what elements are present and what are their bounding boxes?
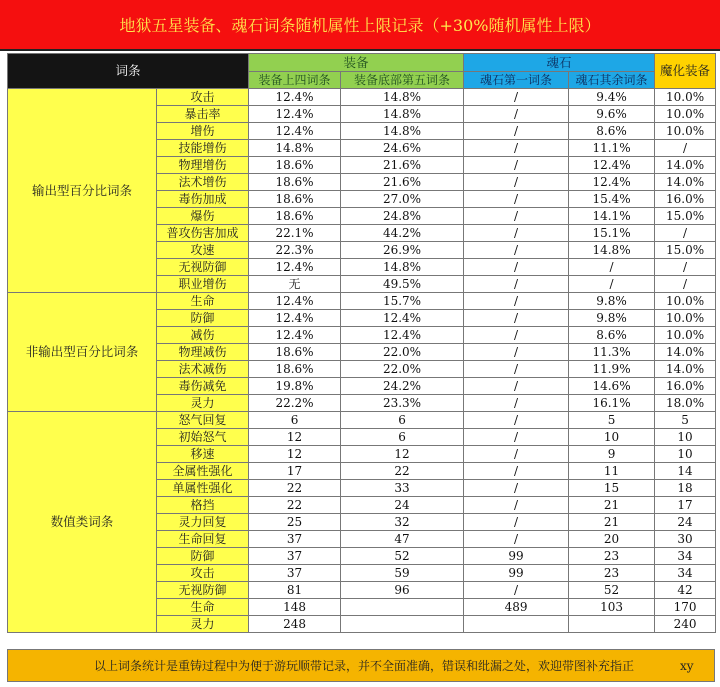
affix-label: 毒伤加成 (157, 191, 249, 208)
affix-label: 技能增伤 (157, 140, 249, 157)
header-row-main (8, 54, 716, 72)
value-soul-rest: 21 (569, 514, 655, 531)
value-equip-bottom5: 21.6% (341, 157, 464, 174)
value-equip-bottom5: 14.8% (341, 259, 464, 276)
value-magic: 15.0% (655, 208, 716, 225)
category-cell: 非输出型百分比词条 (8, 293, 157, 412)
value-soul-first: / (464, 157, 569, 174)
header-magic: 魔化装备 (655, 54, 716, 89)
value-soul-rest: 15.1% (569, 225, 655, 242)
affix-label: 灵力回复 (157, 514, 249, 531)
value-soul-rest: 14.6% (569, 378, 655, 395)
affix-label: 灵力 (157, 616, 249, 633)
value-soul-first: 489 (464, 599, 569, 616)
value-equip-top4: 14.8% (249, 140, 341, 157)
header-equip: 装备 (249, 54, 464, 72)
value-equip-bottom5: 14.8% (341, 89, 464, 106)
affix-label: 单属性强化 (157, 480, 249, 497)
affix-label: 法术增伤 (157, 174, 249, 191)
value-equip-bottom5: 14.8% (341, 106, 464, 123)
value-magic: 30 (655, 531, 716, 548)
value-magic: 16.0% (655, 378, 716, 395)
value-magic: 24 (655, 514, 716, 531)
value-magic: 10.0% (655, 106, 716, 123)
affix-label: 初始怒气 (157, 429, 249, 446)
value-soul-rest: / (569, 259, 655, 276)
value-soul-first: / (464, 514, 569, 531)
category-cell: 数值类词条 (8, 412, 157, 633)
value-equip-top4: 12.4% (249, 310, 341, 327)
value-equip-top4: 18.6% (249, 344, 341, 361)
value-soul-first (464, 616, 569, 633)
value-soul-first: / (464, 106, 569, 123)
value-equip-top4: 18.6% (249, 174, 341, 191)
value-equip-top4: 12.4% (249, 327, 341, 344)
header-soul-first: 魂石第一词条 (464, 72, 569, 89)
value-equip-bottom5: 96 (341, 582, 464, 599)
value-equip-top4: 12 (249, 429, 341, 446)
affix-label: 生命回复 (157, 531, 249, 548)
value-equip-top4: 12.4% (249, 259, 341, 276)
value-soul-first: / (464, 293, 569, 310)
value-soul-first: / (464, 123, 569, 140)
value-soul-first: 99 (464, 548, 569, 565)
value-soul-first: / (464, 497, 569, 514)
value-equip-top4: 22.2% (249, 395, 341, 412)
value-equip-bottom5: 12.4% (341, 327, 464, 344)
affix-label: 全属性强化 (157, 463, 249, 480)
value-soul-rest: 103 (569, 599, 655, 616)
value-equip-bottom5: 22.0% (341, 361, 464, 378)
value-soul-rest: 8.6% (569, 123, 655, 140)
value-soul-rest: 11 (569, 463, 655, 480)
value-equip-bottom5: 44.2% (341, 225, 464, 242)
value-soul-rest: / (569, 276, 655, 293)
value-equip-bottom5: 24.6% (341, 140, 464, 157)
value-magic: 240 (655, 616, 716, 633)
value-soul-first: / (464, 446, 569, 463)
value-soul-rest: 14.8% (569, 242, 655, 259)
value-equip-top4: 22.3% (249, 242, 341, 259)
affix-label: 毒伤减免 (157, 378, 249, 395)
value-equip-bottom5: 14.8% (341, 123, 464, 140)
value-magic: 14 (655, 463, 716, 480)
value-magic: / (655, 276, 716, 293)
value-equip-top4: 12.4% (249, 123, 341, 140)
value-soul-first: / (464, 327, 569, 344)
value-magic: 5 (655, 412, 716, 429)
header-soul-rest: 魂石其余词条 (569, 72, 655, 89)
value-soul-rest: 10 (569, 429, 655, 446)
affix-label: 增伤 (157, 123, 249, 140)
value-soul-rest: 11.1% (569, 140, 655, 157)
affix-label: 无视防御 (157, 259, 249, 276)
value-equip-top4: 12.4% (249, 293, 341, 310)
affix-label: 物理减伤 (157, 344, 249, 361)
value-magic: 14.0% (655, 157, 716, 174)
value-soul-first: / (464, 531, 569, 548)
value-equip-bottom5: 59 (341, 565, 464, 582)
value-magic: 34 (655, 565, 716, 582)
value-equip-top4: 12.4% (249, 89, 341, 106)
affix-table (7, 53, 716, 633)
affix-label: 普攻伤害加成 (157, 225, 249, 242)
value-soul-first: / (464, 412, 569, 429)
value-equip-bottom5: 24.8% (341, 208, 464, 225)
value-equip-top4: 22 (249, 497, 341, 514)
value-magic: 14.0% (655, 361, 716, 378)
value-equip-top4: 148 (249, 599, 341, 616)
value-soul-first: / (464, 463, 569, 480)
value-magic: 18.0% (655, 395, 716, 412)
value-soul-first: / (464, 242, 569, 259)
value-equip-top4: 18.6% (249, 157, 341, 174)
category-cell: 输出型百分比词条 (8, 89, 157, 293)
value-magic: 34 (655, 548, 716, 565)
value-soul-first: / (464, 89, 569, 106)
value-soul-rest: 21 (569, 497, 655, 514)
header-equip-bottom5: 装备底部第五词条 (341, 72, 464, 89)
value-equip-top4: 248 (249, 616, 341, 633)
table-body (8, 89, 716, 633)
value-soul-rest: 9.4% (569, 89, 655, 106)
value-soul-rest: 9.8% (569, 293, 655, 310)
value-equip-bottom5: 6 (341, 412, 464, 429)
value-equip-bottom5: 52 (341, 548, 464, 565)
value-soul-first: / (464, 395, 569, 412)
value-equip-bottom5: 24 (341, 497, 464, 514)
affix-label: 暴击率 (157, 106, 249, 123)
value-equip-bottom5: 24.2% (341, 378, 464, 395)
value-magic: 10.0% (655, 327, 716, 344)
affix-label: 移速 (157, 446, 249, 463)
affix-label: 防御 (157, 548, 249, 565)
value-soul-rest: 20 (569, 531, 655, 548)
value-equip-top4: 22.1% (249, 225, 341, 242)
value-equip-top4: 22 (249, 480, 341, 497)
value-equip-bottom5: 22 (341, 463, 464, 480)
value-equip-bottom5: 12.4% (341, 310, 464, 327)
table-row (8, 293, 716, 310)
value-equip-top4: 6 (249, 412, 341, 429)
value-equip-bottom5: 22.0% (341, 344, 464, 361)
value-equip-bottom5: 47 (341, 531, 464, 548)
value-soul-first: / (464, 429, 569, 446)
affix-label: 职业增伤 (157, 276, 249, 293)
affix-label: 攻击 (157, 565, 249, 582)
value-equip-top4: 无 (249, 276, 341, 293)
value-magic: 18 (655, 480, 716, 497)
value-soul-rest (569, 616, 655, 633)
affix-label: 爆伤 (157, 208, 249, 225)
value-equip-top4: 12.4% (249, 106, 341, 123)
value-soul-rest: 14.1% (569, 208, 655, 225)
value-equip-top4: 18.6% (249, 208, 341, 225)
value-soul-rest: 12.4% (569, 157, 655, 174)
value-equip-bottom5: 32 (341, 514, 464, 531)
value-equip-top4: 17 (249, 463, 341, 480)
value-magic: 14.0% (655, 344, 716, 361)
value-soul-first: / (464, 480, 569, 497)
table-row (8, 412, 716, 429)
value-magic: 15.0% (655, 242, 716, 259)
value-soul-first: / (464, 208, 569, 225)
affix-label: 减伤 (157, 327, 249, 344)
value-soul-first: / (464, 140, 569, 157)
affix-label: 攻击 (157, 89, 249, 106)
value-soul-first: / (464, 344, 569, 361)
value-equip-top4: 18.6% (249, 361, 341, 378)
value-magic: 17 (655, 497, 716, 514)
value-soul-first: / (464, 276, 569, 293)
value-equip-top4: 19.8% (249, 378, 341, 395)
value-soul-rest: 11.9% (569, 361, 655, 378)
value-equip-bottom5: 6 (341, 429, 464, 446)
value-soul-first: / (464, 225, 569, 242)
value-equip-bottom5: 12 (341, 446, 464, 463)
header-equip-top4: 装备上四词条 (249, 72, 341, 89)
value-soul-first: / (464, 191, 569, 208)
value-equip-top4: 37 (249, 565, 341, 582)
value-magic: / (655, 225, 716, 242)
value-soul-first: / (464, 378, 569, 395)
value-magic: 10 (655, 429, 716, 446)
affix-label: 防御 (157, 310, 249, 327)
value-equip-bottom5 (341, 616, 464, 633)
value-equip-top4: 37 (249, 548, 341, 565)
value-soul-rest: 12.4% (569, 174, 655, 191)
value-equip-bottom5: 15.7% (341, 293, 464, 310)
value-soul-first: / (464, 310, 569, 327)
affix-label: 灵力 (157, 395, 249, 412)
value-magic: / (655, 140, 716, 157)
value-soul-rest: 23 (569, 548, 655, 565)
value-magic: 170 (655, 599, 716, 616)
header-soul: 魂石 (464, 54, 655, 72)
affix-label: 法术减伤 (157, 361, 249, 378)
value-soul-first: 99 (464, 565, 569, 582)
value-soul-first: / (464, 582, 569, 599)
affix-label: 生命 (157, 293, 249, 310)
value-soul-rest: 52 (569, 582, 655, 599)
value-equip-top4: 12 (249, 446, 341, 463)
value-soul-rest: 15 (569, 480, 655, 497)
value-soul-first: / (464, 174, 569, 191)
value-equip-bottom5: 23.3% (341, 395, 464, 412)
value-equip-top4: 18.6% (249, 191, 341, 208)
footer-note: 以上词条统计是重铸过程中为便于游玩顺带记录，并不全面准确，错误和纰漏之处，欢迎带图补充指正 (93, 659, 634, 673)
value-soul-rest: 11.3% (569, 344, 655, 361)
value-equip-bottom5: 33 (341, 480, 464, 497)
table-title: 地狱五星装备、魂石词条随机属性上限记录（+30%随机属性上限） (0, 0, 720, 51)
value-soul-first: / (464, 259, 569, 276)
footer-note-bar (7, 649, 715, 682)
value-magic: 14.0% (655, 174, 716, 191)
footer-signature: xy (680, 658, 694, 673)
affix-label: 攻速 (157, 242, 249, 259)
value-magic: / (655, 259, 716, 276)
value-magic: 42 (655, 582, 716, 599)
affix-label: 怒气回复 (157, 412, 249, 429)
value-soul-rest: 8.6% (569, 327, 655, 344)
value-equip-top4: 25 (249, 514, 341, 531)
affix-label: 生命 (157, 599, 249, 616)
value-soul-rest: 16.1% (569, 395, 655, 412)
table-row (8, 89, 716, 106)
value-magic: 10.0% (655, 293, 716, 310)
value-equip-bottom5: 21.6% (341, 174, 464, 191)
value-magic: 10.0% (655, 310, 716, 327)
value-soul-rest: 5 (569, 412, 655, 429)
value-equip-bottom5: 49.5% (341, 276, 464, 293)
value-magic: 10.0% (655, 89, 716, 106)
value-equip-bottom5 (341, 599, 464, 616)
header-citiao: 词条 (8, 54, 249, 89)
affix-label: 格挡 (157, 497, 249, 514)
value-equip-bottom5: 27.0% (341, 191, 464, 208)
value-soul-rest: 9 (569, 446, 655, 463)
value-equip-top4: 81 (249, 582, 341, 599)
value-soul-first: / (464, 361, 569, 378)
value-magic: 16.0% (655, 191, 716, 208)
value-magic: 10 (655, 446, 716, 463)
affix-label: 物理增伤 (157, 157, 249, 174)
value-equip-bottom5: 26.9% (341, 242, 464, 259)
value-soul-rest: 9.6% (569, 106, 655, 123)
affix-label: 无视防御 (157, 582, 249, 599)
value-soul-rest: 9.8% (569, 310, 655, 327)
value-magic: 10.0% (655, 123, 716, 140)
value-equip-top4: 37 (249, 531, 341, 548)
value-soul-rest: 23 (569, 565, 655, 582)
value-soul-rest: 15.4% (569, 191, 655, 208)
